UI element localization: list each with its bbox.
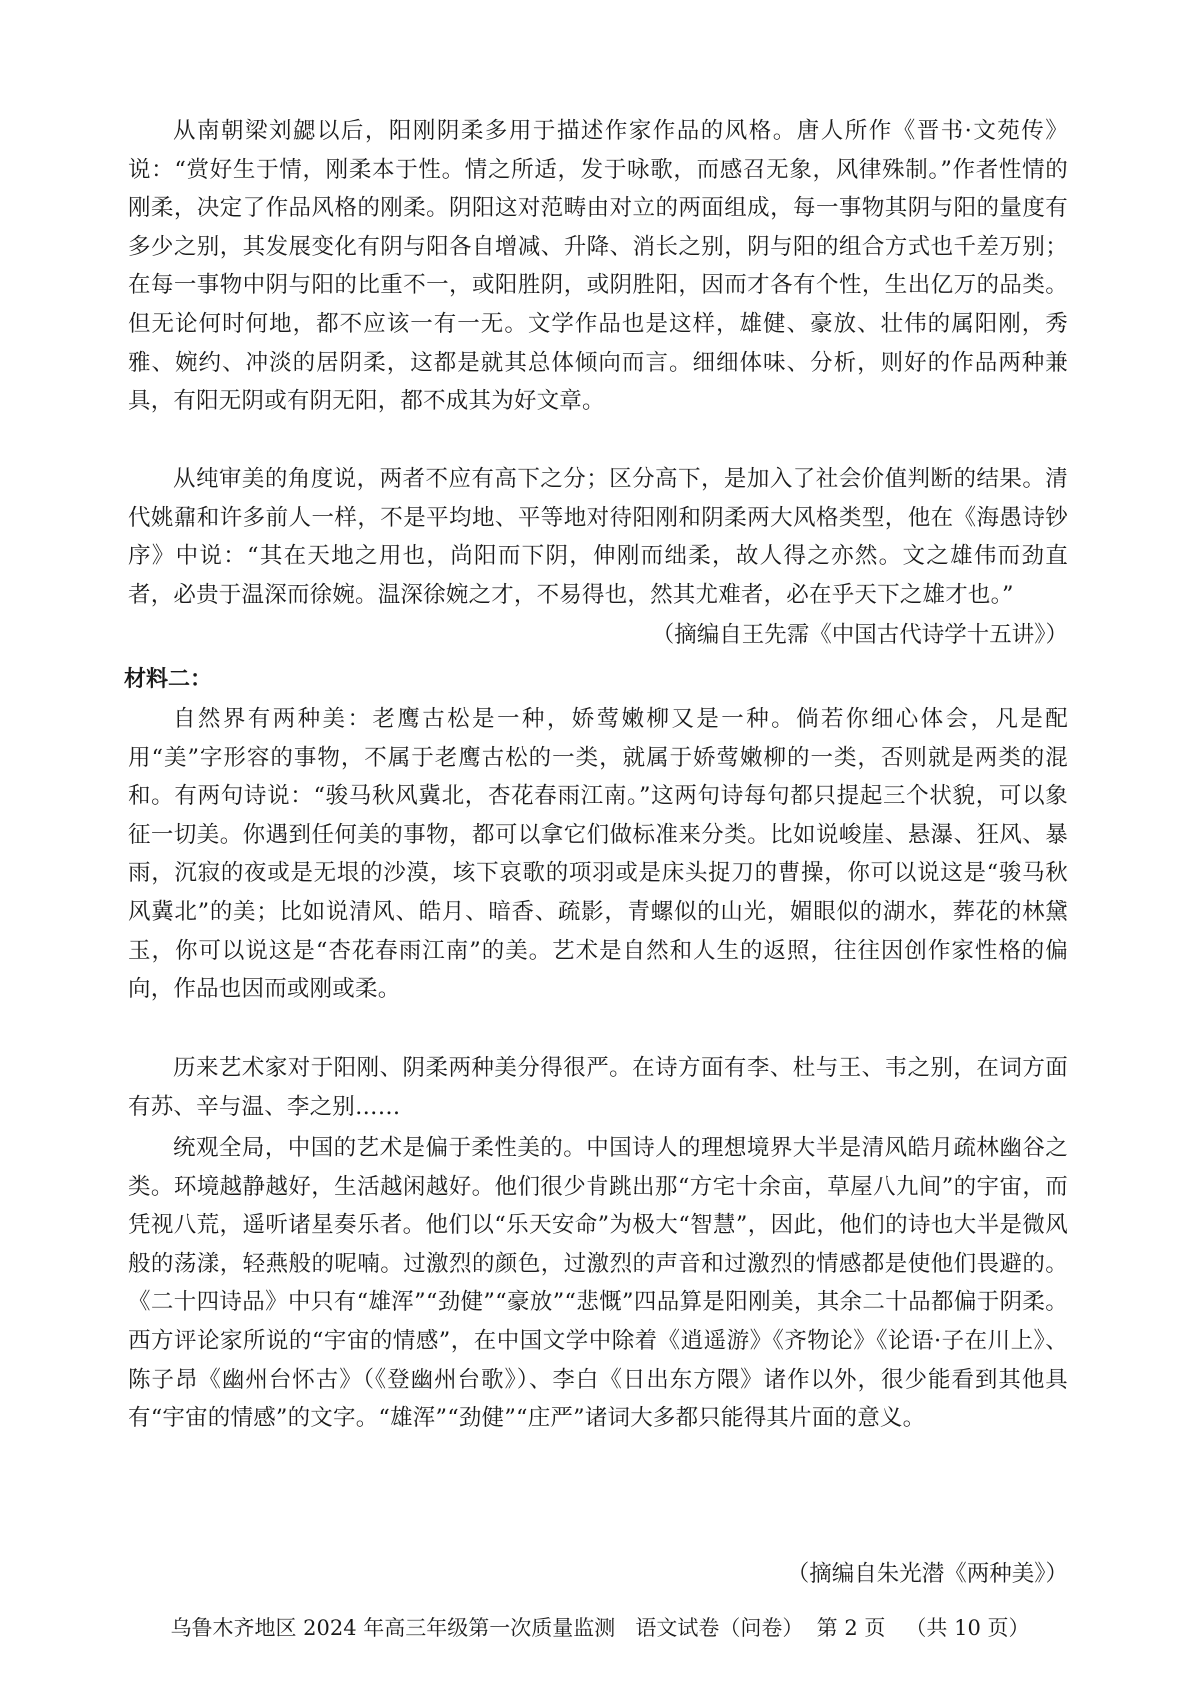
- source-citation-2: （摘编自朱光潜《两种美》）: [786, 1561, 1068, 1587]
- paragraph-2: 从纯审美的角度说，两者不应有高下之分；区分高下，是加入了社会价值判断的结果。清代姚鼐和许多前人一样，不是平均地、平等地对待阳刚和阴柔两大风格类型，他在《海愚诗钞序》中说：“其在天地之用也，尚阳而下阴，伸刚而绌柔，故人得之亦然。文之雄伟而劲直者，必贵于温深而徐婉。温深徐婉之才，不易得也，然其尤难者，必在乎天下之雄才也。”: [128, 466, 1068, 608]
- page-footer: 乌鲁木齐地区 2024 年高三年级第一次质量监测 语文试卷（问卷） 第 2 页 （共 10 页）: [170, 1616, 1030, 1640]
- paragraph-1: 从南朝梁刘勰以后，阳刚阴柔多用于描述作家作品的风格。唐人所作《晋书·文苑传》说：“赏好生于情，刚柔本于性。情之所适，发于咏歌，而感召无象，风律殊制。”作者性情的刚柔，决定了作品风格的刚柔。阴阳这对范畴由对立的两面组成，每一事物其阴与阳的量度有多少之别，其发展变化有阴与阳各自增减、升降、消长之别，阴与阳的组合方式也千差万别；在每一事物中阴与阳的比重不一，或阳胜阴，或阴胜阳，因而才各有个性，生出亿万的品类。但无论何时何地，都不应该一有一无。文学作品也是这样，雄健、豪放、壮伟的属阳刚，秀雅、婉约、冲淡的居阴柔，这都是就其总体倾向而言。细细体味、分析，则好的作品两种兼具，有阳无阴或有阴无阳，都不成其为好文章。: [128, 118, 1068, 415]
- material-2-heading: 材料二：: [124, 667, 213, 692]
- paragraph-5: 统观全局，中国的艺术是偏于柔性美的。中国诗人的理想境界大半是清风皓月疏林幽谷之类。环境越静越好，生活越闲越好。他们很少肯跳出那“方宅十余亩，草屋八九间”的宇宙，而凭视八荒，遥听诸星奏乐者。他们以“乐天安命”为极大“智慧”，因此，他们的诗也大半是微风般的荡漾，轻燕般的呢喃。过激烈的颜色，过激烈的声音和过激烈的情感都是使他们畏避的。《二十四诗品》中只有“雄浑”“劲健”“豪放”“悲慨”四品算是阳刚美，其余二十品都偏于阴柔。西方评论家所说的“宇宙的情感”，在中国文学中除着《逍遥游》《齐物论》《论语·子在川上》、陈子昂《幽州台怀古》（《登幽州台歌》）、李白《日出东方隈》诸作以外，很少能看到其他具有“宇宙的情感”的文字。“雄浑”“劲健”“庄严”诸词大多都只能得其片面的意义。: [128, 1135, 1068, 1432]
- exam-page-body: [124, 112, 1068, 1595]
- source-citation-1: （摘编自王先霈《中国古代诗学十五讲》）: [651, 622, 1068, 648]
- paragraph-3: 自然界有两种美：老鹰古松是一种，娇莺嫩柳又是一种。倘若你细心体会，凡是配用“美”字形容的事物，不属于老鹰古松的一类，就属于娇莺嫩柳的一类，否则就是两类的混和。有两句诗说：“骏马秋风冀北，杏花春雨江南。”这两句诗每句都只提起三个状貌，可以象征一切美。你遇到任何美的事物，都可以拿它们做标准来分类。比如说峻崖、悬瀑、狂风、暴雨，沉寂的夜或是无垠的沙漠，垓下哀歌的项羽或是床头捉刀的曹操，你可以说这是“骏马秋风冀北”的美；比如说清风、皓月、暗香、疏影，青螺似的山光，媚眼似的湖水，葬花的林黛玉，你可以说这是“杏花春雨江南”的美。艺术是自然和人生的返照，往往因创作家性格的偏向，作品也因而或刚或柔。: [128, 706, 1068, 1003]
- paragraph-4: 历来艺术家对于阳刚、阴柔两种美分得很严。在诗方面有李、杜与王、韦之别，在词方面有苏、辛与温、李之别……: [128, 1055, 1068, 1120]
